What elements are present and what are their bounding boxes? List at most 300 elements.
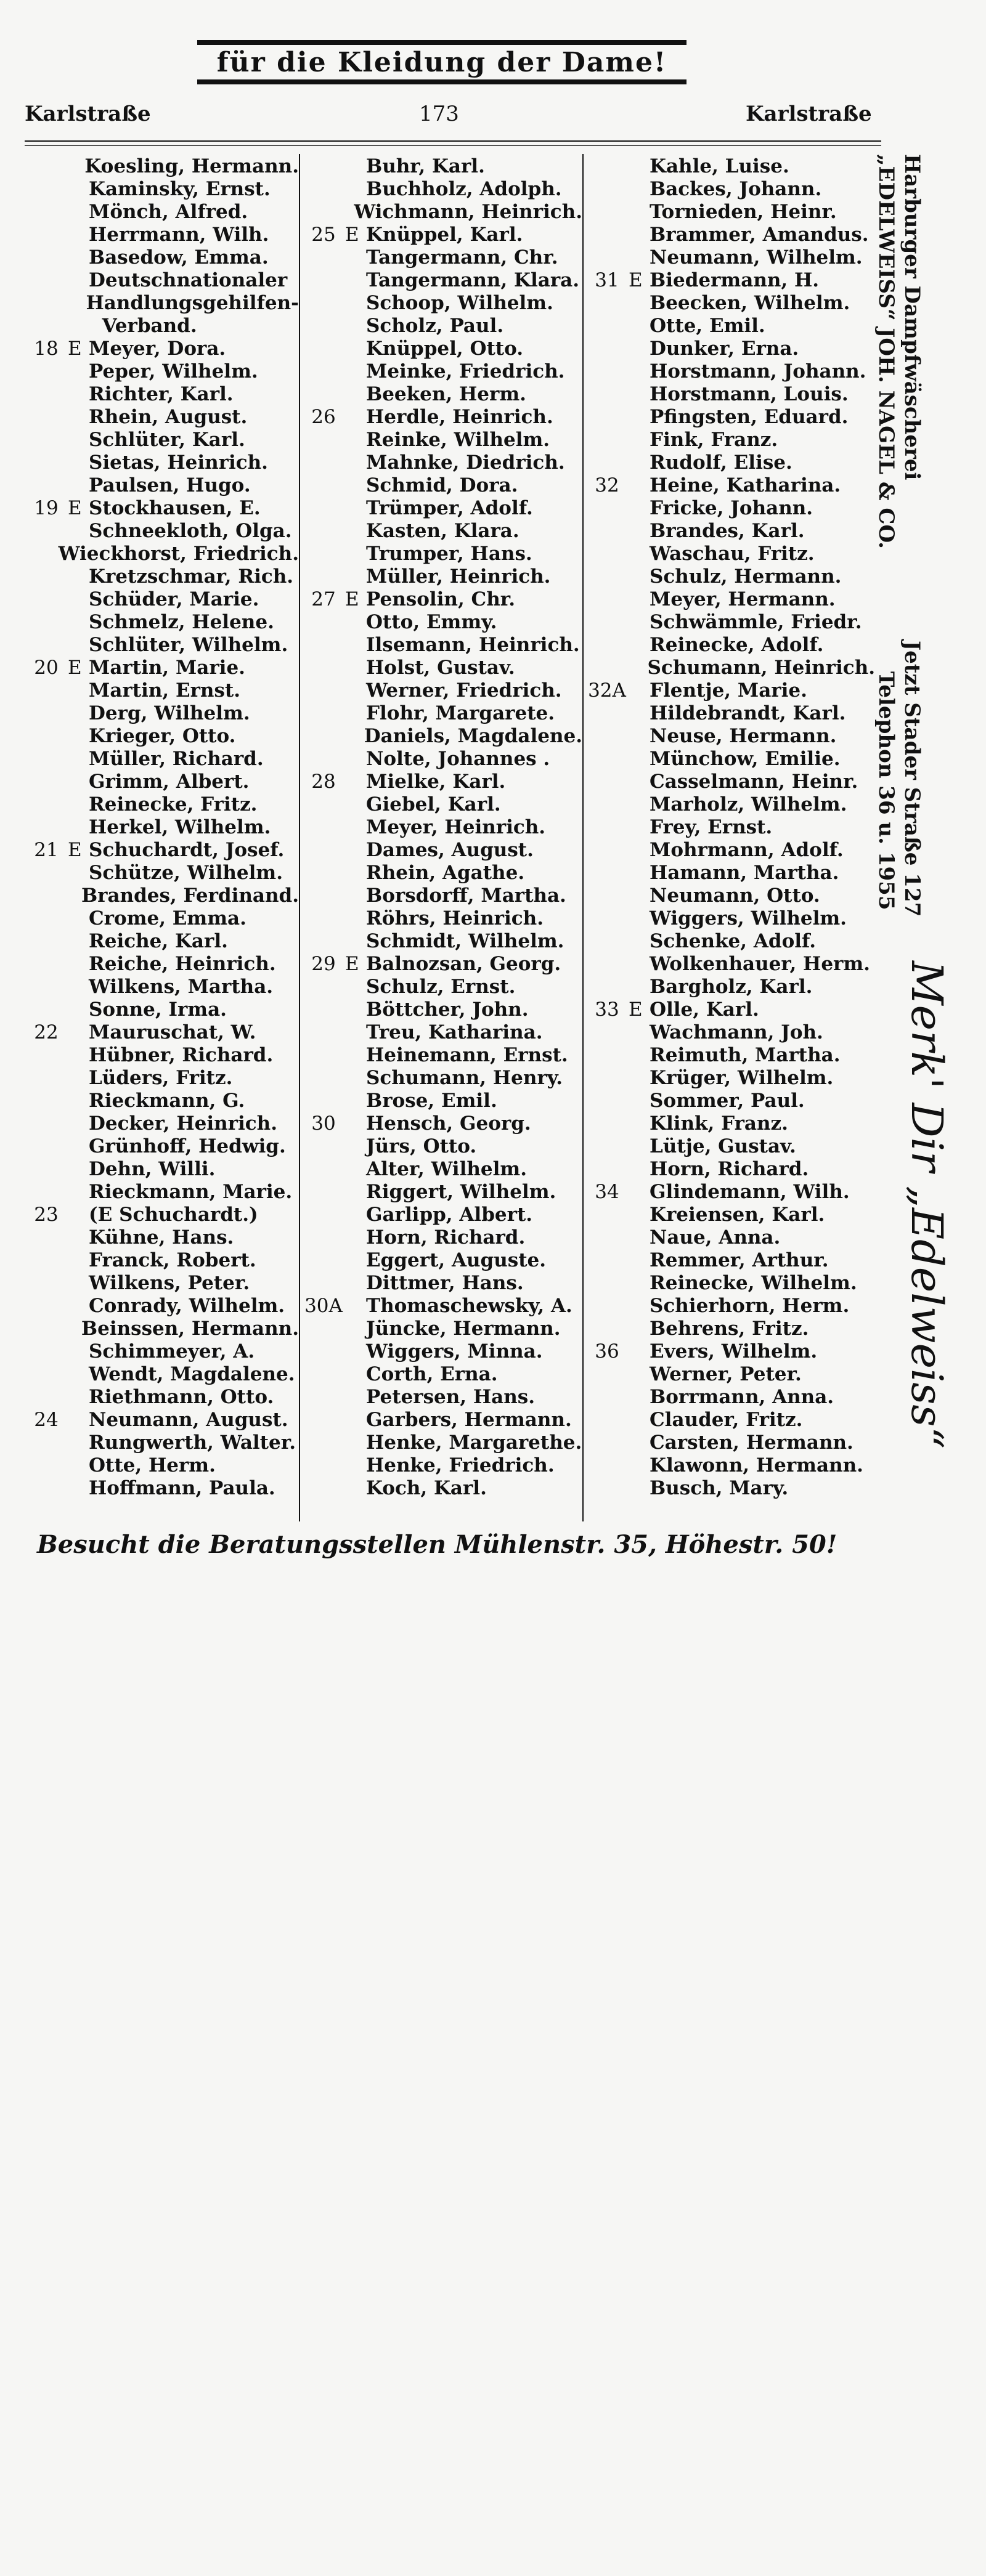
- resident-name: Borrmann, Anna.: [650, 1386, 834, 1408]
- owner-mark: [345, 1386, 366, 1409]
- house-number: [302, 1021, 345, 1044]
- house-number: [585, 1272, 629, 1295]
- house-number: [585, 224, 629, 246]
- owner-mark: [68, 224, 89, 246]
- list-item: [25, 771, 299, 793]
- house-number: [585, 520, 629, 543]
- owner-mark: E: [68, 497, 82, 519]
- list-item: [585, 155, 875, 178]
- house-number: [302, 1454, 345, 1477]
- list-item: [302, 816, 582, 839]
- list-item: [585, 474, 875, 497]
- resident-name: Handlungsgehilfen-: [72, 292, 299, 314]
- house-number: [585, 1409, 629, 1432]
- owner-mark: [68, 1272, 89, 1295]
- house-number: [25, 1295, 68, 1318]
- list-item: [302, 862, 582, 885]
- owner-mark: [345, 885, 366, 907]
- house-number: [25, 907, 68, 930]
- list-item: [25, 315, 299, 338]
- owner-mark: [68, 1249, 89, 1272]
- house-number: 25: [311, 224, 336, 246]
- list-item: [585, 1249, 875, 1272]
- house-number: [585, 1454, 629, 1477]
- resident-name: Krüger, Wilhelm.: [650, 1067, 834, 1089]
- resident-name: Otto, Emmy.: [366, 611, 497, 633]
- house-number: [25, 1181, 68, 1204]
- owner-mark: [629, 383, 650, 406]
- resident-name: Brose, Emil.: [366, 1090, 497, 1112]
- column-3: [585, 155, 875, 1500]
- list-item: [302, 1135, 582, 1158]
- resident-name: Flentje, Marie.: [650, 679, 807, 702]
- house-number: [25, 1158, 68, 1181]
- house-number: [25, 1363, 68, 1386]
- resident-name: Meinke, Friedrich.: [366, 360, 565, 383]
- resident-name: Heinemann, Ernst.: [366, 1044, 568, 1066]
- resident-name: Casselmann, Heinr.: [650, 771, 858, 793]
- house-number: [585, 725, 629, 748]
- house-number: [25, 702, 68, 725]
- resident-name: Marholz, Wilhelm.: [650, 793, 847, 816]
- house-number: [25, 611, 68, 634]
- house-number: [302, 246, 345, 269]
- owner-mark: [629, 1226, 650, 1249]
- house-number: [302, 748, 345, 771]
- owner-mark: [345, 1340, 366, 1363]
- house-number: [585, 1249, 629, 1272]
- list-item: [585, 839, 875, 862]
- owner-mark: [345, 793, 366, 816]
- owner-mark: [345, 1226, 366, 1249]
- owner-mark: [337, 201, 354, 224]
- house-number: [25, 429, 68, 452]
- house-number: 23: [34, 1204, 59, 1226]
- resident-name: Sietas, Heinrich.: [89, 452, 268, 474]
- resident-name: Evers, Wilhelm.: [650, 1340, 818, 1363]
- house-number: [25, 679, 68, 702]
- owner-mark: [629, 1363, 650, 1386]
- resident-name: Ilsemann, Heinrich.: [366, 634, 580, 656]
- house-number: [302, 1386, 345, 1409]
- column-divider-1: [299, 154, 300, 1521]
- resident-name: Wendt, Magdalene.: [89, 1363, 295, 1385]
- list-item: [25, 1135, 299, 1158]
- resident-name: Otte, Emil.: [650, 315, 765, 337]
- list-item: [585, 1090, 875, 1112]
- list-item: [302, 1477, 582, 1500]
- owner-mark: [345, 155, 366, 178]
- list-item: [585, 429, 875, 452]
- header-left-street: Karlstraße: [25, 102, 151, 126]
- resident-name: Sonne, Irma.: [89, 998, 227, 1021]
- house-number: [25, 748, 68, 771]
- list-item: [585, 702, 875, 725]
- sidebar-slogan-text: Merk' Dir „Edelweiss“: [902, 961, 952, 1449]
- house-number: 29: [311, 953, 336, 975]
- resident-name: Schlüter, Wilhelm.: [89, 634, 288, 656]
- house-number: 33: [595, 998, 619, 1021]
- resident-name: Wachmann, Joh.: [650, 1021, 823, 1043]
- resident-name: Kaminsky, Ernst.: [89, 178, 271, 200]
- resident-name: Thomaschewsky, A.: [366, 1295, 572, 1317]
- list-item: [25, 953, 299, 976]
- resident-name: Röhrs, Heinrich.: [366, 907, 544, 930]
- list-item: [25, 155, 299, 178]
- list-item: [302, 1249, 582, 1272]
- house-number: 30A: [304, 1295, 343, 1317]
- house-number: [302, 1340, 345, 1363]
- top-banner: für die Kleidung der Dame!: [197, 40, 687, 84]
- list-item: [25, 1226, 299, 1249]
- owner-mark: [629, 155, 650, 178]
- resident-name: Naue, Anna.: [650, 1226, 781, 1249]
- owner-mark: [345, 429, 366, 452]
- house-number: [585, 907, 629, 930]
- list-item: [25, 588, 299, 611]
- owner-mark: [345, 1318, 366, 1340]
- owner-mark: [629, 634, 650, 657]
- list-item: [585, 520, 875, 543]
- owner-mark: E: [629, 998, 643, 1021]
- resident-name: Rhein, Agathe.: [366, 862, 525, 884]
- owner-mark: [345, 976, 366, 998]
- house-number: [302, 1318, 345, 1340]
- list-item: [302, 725, 582, 748]
- resident-name: Remmer, Arthur.: [650, 1249, 829, 1271]
- resident-name: Schneekloth, Olga.: [89, 520, 292, 542]
- resident-name: Hildebrandt, Karl.: [650, 702, 846, 724]
- house-number: [585, 1044, 629, 1067]
- house-number: [25, 1318, 63, 1340]
- house-number: [25, 246, 68, 269]
- resident-name: Böttcher, John.: [366, 998, 529, 1021]
- list-item: [25, 793, 299, 816]
- house-number: 26: [311, 406, 336, 428]
- house-number: [585, 839, 629, 862]
- owner-mark: [629, 246, 650, 269]
- house-number: 20: [34, 657, 59, 679]
- owner-mark: [68, 907, 89, 930]
- house-number: [302, 1409, 345, 1432]
- owner-mark: [345, 1021, 366, 1044]
- resident-name: Klink, Franz.: [650, 1112, 788, 1135]
- house-number: [302, 1090, 345, 1112]
- owner-mark: [345, 930, 366, 953]
- list-item: [25, 1318, 299, 1340]
- house-number: [302, 1363, 345, 1386]
- resident-name: Biedermann, H.: [650, 269, 820, 291]
- resident-name: Deutschnationaler: [89, 269, 288, 291]
- list-item: [302, 474, 582, 497]
- resident-name: Schimmeyer, A.: [89, 1340, 255, 1363]
- house-number: [585, 338, 629, 360]
- list-item: [25, 543, 299, 565]
- resident-name: Herdle, Heinrich.: [366, 406, 553, 428]
- resident-name: Balnozsan, Georg.: [366, 953, 561, 975]
- owner-mark: [629, 1318, 650, 1340]
- house-number: [302, 155, 345, 178]
- owner-mark: [629, 1340, 650, 1363]
- sidebar-company: Harburger Dampfwäscherei: [900, 154, 924, 480]
- owner-mark: [345, 269, 366, 292]
- list-item: [25, 1204, 299, 1226]
- house-number: [302, 907, 345, 930]
- list-item: [25, 1272, 299, 1295]
- house-number: 21: [34, 839, 59, 861]
- list-item: [585, 771, 875, 793]
- owner-mark: [629, 907, 650, 930]
- resident-name: Alter, Wilhelm.: [366, 1158, 527, 1180]
- house-number: [585, 246, 629, 269]
- resident-name: Neumann, August.: [89, 1409, 288, 1431]
- owner-mark: [68, 1158, 89, 1181]
- house-number: [302, 1204, 345, 1226]
- list-item: [585, 224, 875, 246]
- list-item: [302, 998, 582, 1021]
- house-number: [302, 452, 345, 474]
- owner-mark: [629, 565, 650, 588]
- owner-mark: [629, 292, 650, 315]
- list-item: [25, 269, 299, 292]
- house-number: [25, 588, 68, 611]
- owner-mark: [629, 1204, 650, 1226]
- house-number: [25, 201, 68, 224]
- list-item: [585, 1067, 875, 1090]
- house-number: [302, 1044, 345, 1067]
- resident-name: Schwämmle, Friedr.: [650, 611, 862, 633]
- house-number: [25, 725, 68, 748]
- resident-name: Koesling, Hermann.: [84, 155, 299, 177]
- house-number: [585, 1021, 629, 1044]
- resident-name: Krieger, Otto.: [89, 725, 236, 747]
- list-item: [585, 1226, 875, 1249]
- owner-mark: [345, 543, 366, 565]
- list-item: [302, 565, 582, 588]
- resident-name: Reinecke, Fritz.: [89, 793, 258, 816]
- list-item: [302, 429, 582, 452]
- owner-mark: [629, 1409, 650, 1432]
- house-number: [585, 1067, 629, 1090]
- house-number: [25, 862, 68, 885]
- owner-mark: [629, 520, 650, 543]
- resident-name: Tangermann, Chr.: [366, 246, 558, 269]
- owner-mark: [345, 338, 366, 360]
- list-item: [25, 1067, 299, 1090]
- list-item: [25, 1112, 299, 1135]
- house-number: [25, 634, 68, 657]
- owner-mark: [68, 976, 89, 998]
- owner-mark: [345, 474, 366, 497]
- resident-name: Giebel, Karl.: [366, 793, 501, 816]
- list-item: [25, 474, 299, 497]
- owner-mark: [629, 1272, 650, 1295]
- resident-name: Meyer, Hermann.: [650, 588, 836, 610]
- resident-name: Rieckmann, Marie.: [89, 1181, 293, 1203]
- resident-name: Martin, Marie.: [89, 657, 245, 679]
- house-number: [302, 1135, 345, 1158]
- owner-mark: [345, 383, 366, 406]
- list-item: [25, 565, 299, 588]
- owner-mark: [629, 725, 650, 748]
- house-number: [585, 565, 629, 588]
- list-item: [302, 246, 582, 269]
- house-number: [25, 269, 68, 292]
- list-item: [585, 1363, 875, 1386]
- owner-mark: [629, 1158, 650, 1181]
- resident-name: (E Schuchardt.): [89, 1204, 258, 1226]
- resident-name: Horn, Richard.: [650, 1158, 809, 1180]
- resident-name: Peper, Wilhelm.: [89, 360, 258, 383]
- owner-mark: [629, 702, 650, 725]
- resident-name: Mielke, Karl.: [366, 771, 506, 793]
- owner-mark: [63, 1318, 81, 1340]
- resident-name: Koch, Karl.: [366, 1477, 487, 1499]
- house-number: [302, 429, 345, 452]
- house-number: [585, 1363, 629, 1386]
- house-number: [25, 1112, 68, 1135]
- owner-mark: [68, 360, 89, 383]
- list-item: [302, 588, 582, 611]
- house-number: [302, 862, 345, 885]
- house-number: [302, 634, 345, 657]
- house-number: [25, 1226, 68, 1249]
- resident-name: Pensolin, Chr.: [366, 588, 516, 610]
- resident-name: Schütze, Wilhelm.: [89, 862, 283, 884]
- resident-name: Wichmann, Heinrich.: [354, 201, 582, 223]
- list-item: [25, 634, 299, 657]
- owner-mark: [345, 520, 366, 543]
- resident-name: Werner, Peter.: [650, 1363, 802, 1385]
- sidebar-brand: „EDELWEISS“ JOH. NAGEL & CO.: [874, 154, 898, 549]
- resident-name: Backes, Johann.: [650, 178, 822, 200]
- house-number: [585, 155, 629, 178]
- house-number: [25, 474, 68, 497]
- list-item: [25, 201, 299, 224]
- house-number: [302, 679, 345, 702]
- house-number: [585, 178, 629, 201]
- owner-mark: [68, 679, 89, 702]
- house-number: [585, 793, 629, 816]
- house-number: [302, 178, 345, 201]
- house-number: [585, 383, 629, 406]
- list-item: [302, 178, 582, 201]
- owner-mark: [345, 657, 366, 679]
- resident-name: Horstmann, Johann.: [650, 360, 866, 383]
- resident-name: Daniels, Magdalene.: [364, 725, 582, 747]
- list-item: [25, 178, 299, 201]
- resident-name: Hoffmann, Paula.: [89, 1477, 275, 1499]
- house-number: 28: [311, 771, 336, 793]
- house-number: [25, 1067, 68, 1090]
- list-item: [25, 406, 299, 429]
- list-item: [25, 1363, 299, 1386]
- owner-mark: [68, 269, 89, 292]
- owner-mark: [68, 998, 89, 1021]
- owner-mark: [345, 1477, 366, 1500]
- resident-name: Trumper, Hans.: [366, 543, 532, 565]
- house-number: [302, 998, 345, 1021]
- resident-name: Knüppel, Otto.: [366, 338, 524, 360]
- resident-name: Münchow, Emilie.: [650, 748, 841, 770]
- owner-mark: [345, 315, 366, 338]
- house-number: [302, 520, 345, 543]
- house-number: [585, 885, 629, 907]
- resident-name: Trümper, Adolf.: [366, 497, 533, 519]
- resident-name: Rhein, August.: [89, 406, 248, 428]
- list-item: [302, 1044, 582, 1067]
- list-item: [302, 839, 582, 862]
- footer-ad: Besucht die Beratungsstellen Mühlenstr. 35, Höhestr. 50!: [37, 1530, 837, 1559]
- owner-mark: [345, 1432, 366, 1454]
- owner-mark: [68, 178, 89, 201]
- owner-mark: [68, 611, 89, 634]
- list-item: [302, 748, 582, 771]
- resident-name: Neumann, Wilhelm.: [650, 246, 863, 269]
- resident-name: Grimm, Albert.: [89, 771, 250, 793]
- list-item: [585, 1432, 875, 1454]
- house-number: [302, 269, 345, 292]
- list-item: [585, 862, 875, 885]
- owner-mark: E: [345, 224, 359, 246]
- house-number: [25, 1135, 68, 1158]
- list-item: [585, 793, 875, 816]
- list-item: [302, 1090, 582, 1112]
- list-item: [302, 1340, 582, 1363]
- house-number: 22: [34, 1021, 59, 1043]
- owner-mark: [68, 702, 89, 725]
- owner-mark: [629, 1067, 650, 1090]
- house-number: [302, 1181, 345, 1204]
- owner-mark: [68, 1477, 89, 1500]
- list-item: [302, 1112, 582, 1135]
- resident-name: Henke, Margarethe.: [366, 1432, 582, 1454]
- owner-mark: [68, 816, 89, 839]
- house-number: [585, 634, 629, 657]
- house-number: [302, 793, 345, 816]
- list-item: [585, 953, 875, 976]
- resident-name: Nolte, Johannes .: [366, 748, 550, 770]
- resident-name: Martin, Ernst.: [89, 679, 241, 702]
- resident-name: Grünhoff, Hedwig.: [89, 1135, 286, 1157]
- owner-mark: [629, 497, 650, 520]
- owner-mark: [345, 1067, 366, 1090]
- owner-mark: [68, 1021, 89, 1044]
- house-number: [585, 292, 629, 315]
- resident-name: Meyer, Dora.: [89, 338, 226, 360]
- owner-mark: [629, 338, 650, 360]
- house-number: 31: [595, 269, 619, 291]
- resident-name: Olle, Karl.: [650, 998, 759, 1021]
- owner-mark: [345, 748, 366, 771]
- house-number: [302, 1432, 345, 1454]
- resident-name: Busch, Mary.: [650, 1477, 789, 1499]
- list-item: [302, 155, 582, 178]
- owner-mark: [629, 224, 650, 246]
- owner-mark: [629, 1477, 650, 1500]
- resident-name: Tornieden, Heinr.: [650, 201, 837, 223]
- resident-name: Jüncke, Hermann.: [366, 1318, 561, 1340]
- house-number: [302, 657, 345, 679]
- resident-name: Klawonn, Hermann.: [650, 1454, 863, 1476]
- resident-name: Tangermann, Klara.: [366, 269, 580, 291]
- list-item: [302, 520, 582, 543]
- owner-mark: [629, 1386, 650, 1409]
- owner-mark: [345, 565, 366, 588]
- list-item: [585, 292, 875, 315]
- owner-mark: [629, 748, 650, 771]
- list-item: [302, 1295, 582, 1318]
